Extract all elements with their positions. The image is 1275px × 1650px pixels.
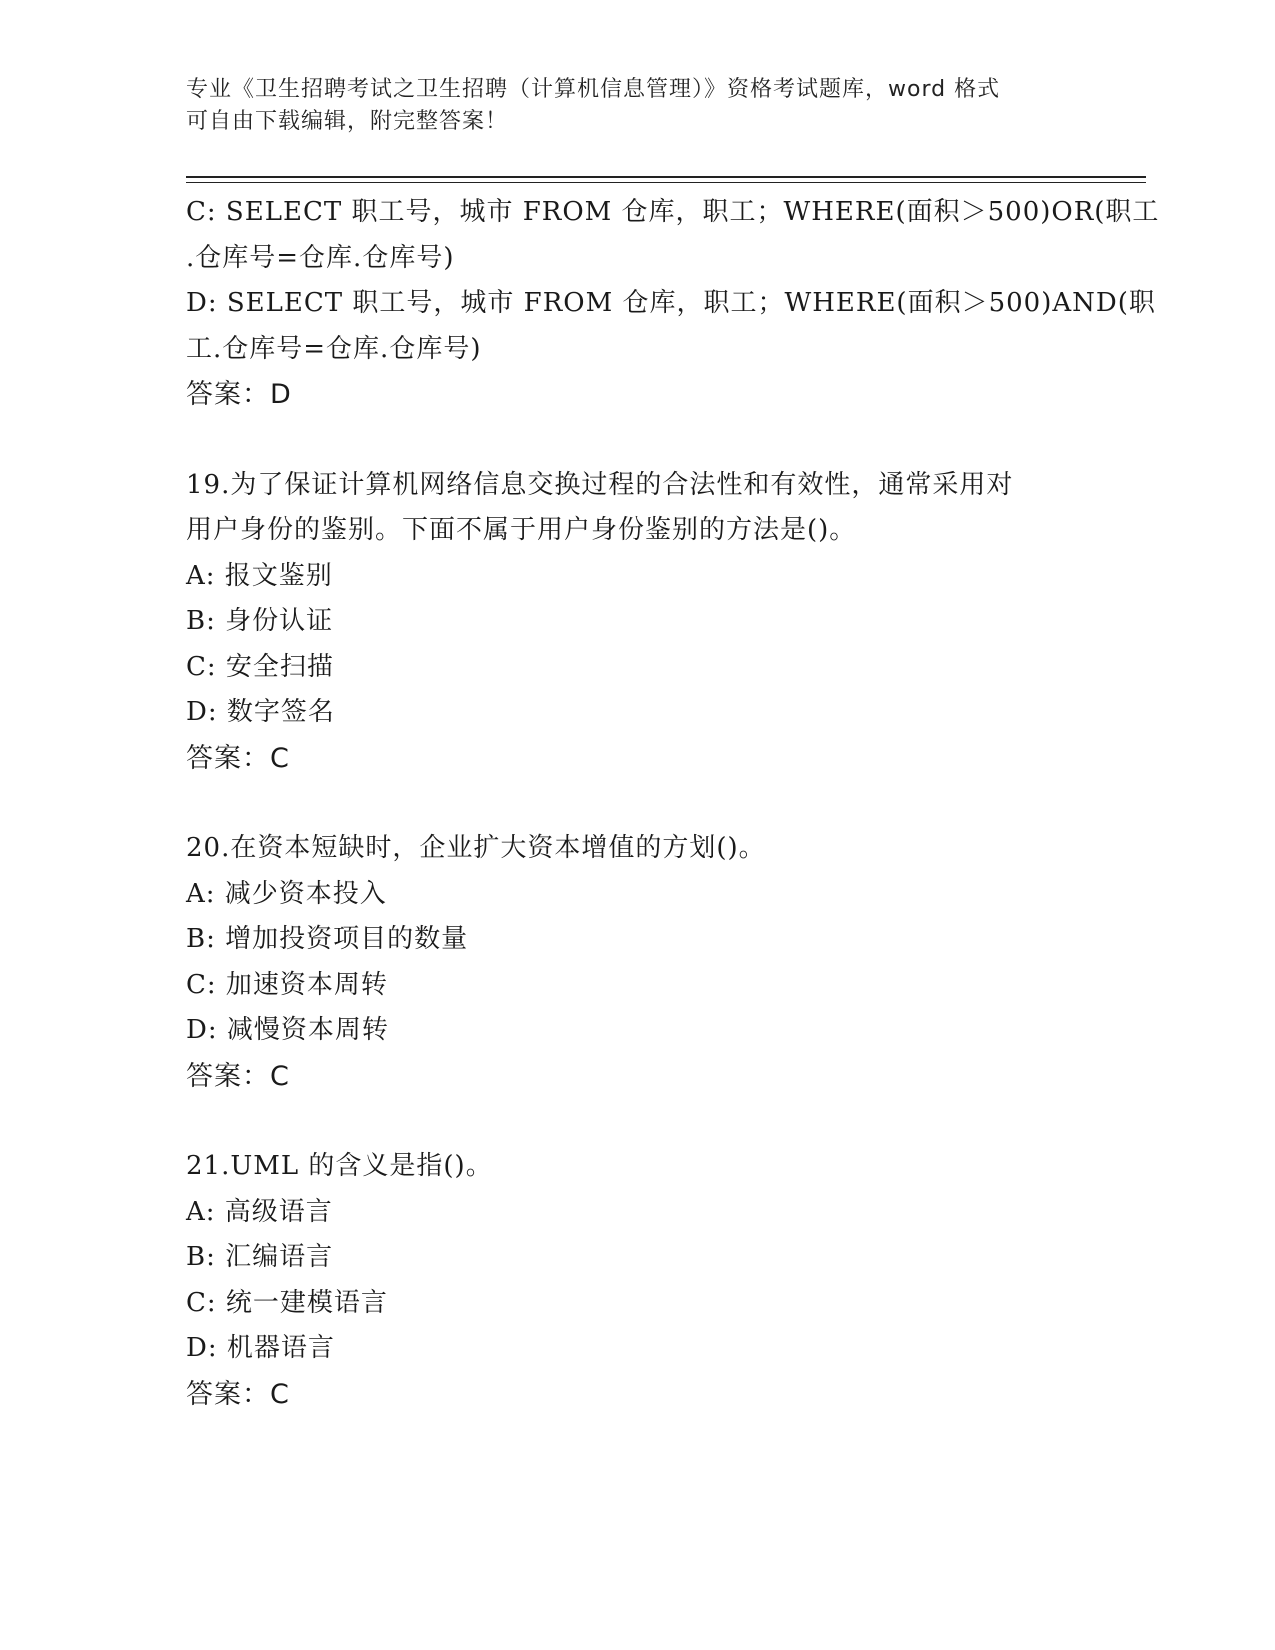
option-c: C: 加速资本周转: [186, 969, 388, 1000]
answer-line: 答案：D: [186, 379, 292, 410]
answer-line: 答案：C: [186, 1060, 290, 1092]
answer-line: 答案：C: [186, 1378, 290, 1410]
header-divider-thin: [186, 182, 1146, 183]
question-content: [186, 190, 1160, 1417]
answer-line: 答案：C: [186, 742, 290, 774]
option-b: B: 汇编语言: [186, 1242, 334, 1272]
question-stem-line-2: 用户身份的鉴别。下面不属于用户身份鉴别的方法是()。: [186, 515, 857, 545]
header-line-1: 专业《卫生招聘考试之卫生招聘（计算机信息管理）》资格考试题库，word 格式: [186, 77, 1001, 102]
header-divider: [186, 176, 1146, 178]
spacer: [186, 1099, 1086, 1144]
spacer: [186, 418, 1086, 463]
option-c-line-1: C: SELECT 职工号，城市 FROM 仓库，职工；WHERE(面积＞500)OR(职工: [186, 197, 1160, 227]
question-21: [186, 1144, 1086, 1417]
option-c-line-2: .仓库号=仓库.仓库号): [186, 242, 455, 273]
option-d: D: 减慢资本周转: [186, 1015, 389, 1045]
option-c: C: 统一建模语言: [186, 1287, 388, 1318]
option-d-line-1: D: SELECT 职工号，城市 FROM 仓库，职工；WHERE(面积＞500)AND(职: [186, 288, 1156, 318]
header-line-2: 可自由下载编辑，附完整答案！: [186, 109, 509, 134]
option-d-line-2: 工.仓库号=仓库.仓库号): [186, 333, 482, 364]
option-b: B: 增加投资项目的数量: [186, 924, 469, 954]
question-19: [186, 463, 1086, 782]
continued-question: [186, 190, 1160, 418]
question-stem-line-1: 19.为了保证计算机网络信息交换过程的合法性和有效性，通常采用对: [186, 469, 1014, 500]
option-b: B: 身份认证: [186, 606, 334, 636]
question-20: [186, 826, 1086, 1099]
document-header: [186, 74, 1066, 138]
spacer: [186, 781, 1086, 826]
option-c: C: 安全扫描: [186, 651, 334, 682]
option-a: A: 高级语言: [186, 1196, 333, 1227]
option-d: D: 机器语言: [186, 1333, 335, 1363]
option-a: A: 减少资本投入: [186, 878, 387, 909]
question-stem-line-1: 21.UML 的含义是指()。: [186, 1151, 493, 1181]
option-a: A: 报文鉴别: [186, 560, 333, 591]
question-stem-line-1: 20.在资本短缺时，企业扩大资本增值的方划()。: [186, 833, 766, 863]
option-d: D: 数字签名: [186, 697, 335, 727]
